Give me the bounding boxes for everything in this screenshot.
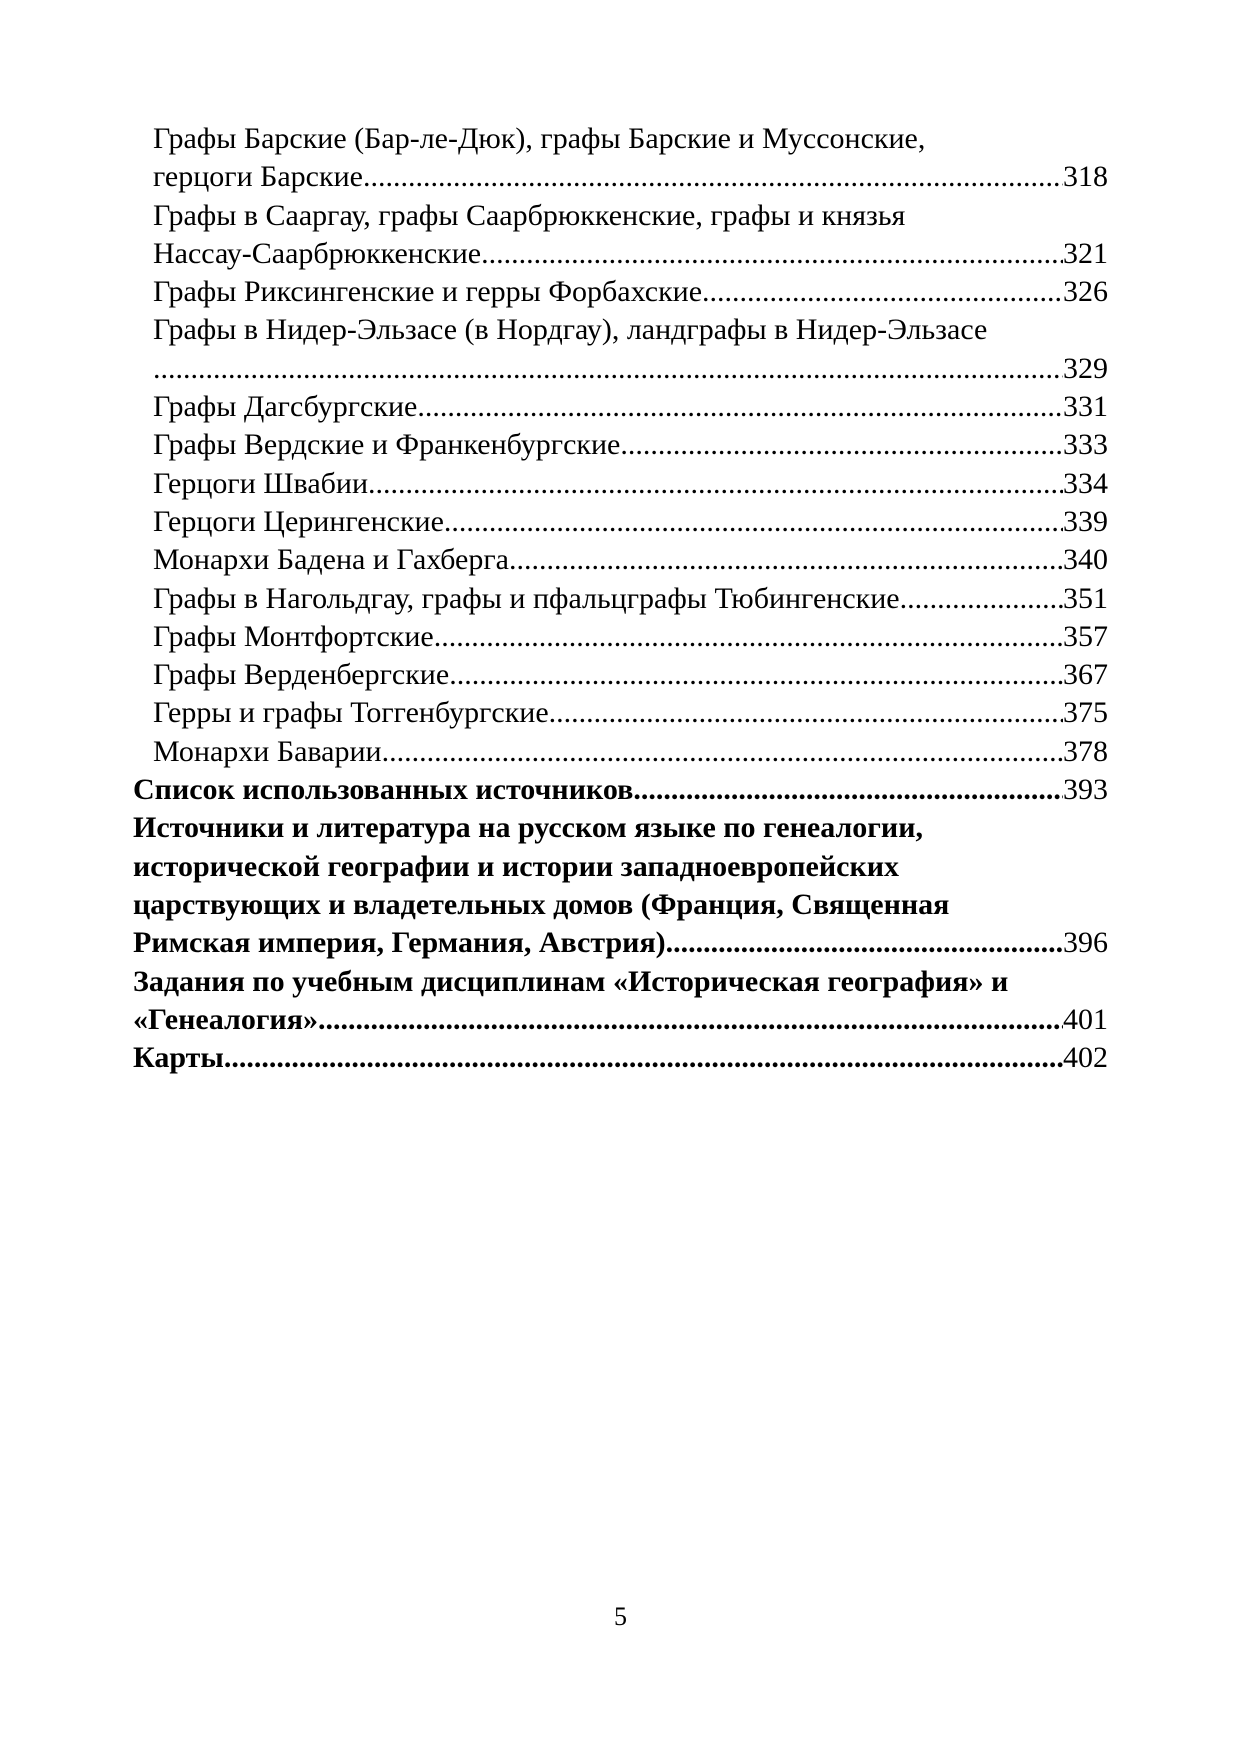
toc-entry-toggenburg-counts[interactable] [133,694,1108,732]
toc-page-number: 326 [1063,275,1108,309]
dot-leader [444,503,1063,541]
dot-leader [434,618,1063,656]
toc-entry-assignments[interactable] [133,963,1108,1040]
toc-entry-text: Графы Риксингенские и герры Форбахские [153,275,703,309]
dot-leader [666,924,1063,962]
dot-leader [702,273,1063,311]
toc-entry-text: Римская империя, Германия, Австрия) [133,926,666,960]
toc-page-number: 340 [1063,543,1108,577]
dot-leader [620,426,1063,464]
toc-page-number: 351 [1063,581,1108,615]
dot-leader [382,733,1063,771]
toc-entry-text: Герры и графы Тоггенбургские [153,696,549,730]
toc-page-number: 333 [1063,428,1108,462]
toc-page-number: 339 [1063,504,1108,538]
toc-entry-sources-list[interactable] [133,771,1108,809]
toc-entry-maps[interactable] [133,1039,1108,1077]
toc-entry-nagoldgau-counts[interactable] [133,580,1108,618]
toc-entry-werd-counts[interactable] [133,426,1108,464]
toc-page-number: 321 [1063,236,1108,270]
toc-entry-zahringen-dukes[interactable] [133,503,1108,541]
dot-leader [417,388,1063,426]
toc-page-number: 331 [1063,390,1108,424]
dot-leader [481,235,1063,273]
toc-entry-text: царствующих и владетельных домов (Франция, Священная [133,887,950,921]
toc-entry-saargau-counts[interactable] [133,197,1108,274]
toc-page-number: 378 [1063,734,1108,768]
toc-entry-text: Герцоги Швабии [153,466,369,500]
toc-page-number: 401 [1063,1002,1108,1036]
dot-leader [509,541,1063,579]
toc-entry-russian-literature[interactable] [133,809,1108,962]
toc-entry-text: Графы в Сааргау, графы Саарбрюккенские, графы и князья [153,198,906,232]
toc-entry-text: «Генеалогия» [133,1002,318,1036]
toc-page-number: 357 [1063,619,1108,653]
toc-entry-dagsburg-counts[interactable] [133,388,1108,426]
toc-page-number: 375 [1063,696,1108,730]
toc-entry-bar-counts[interactable] [133,120,1108,197]
toc-entry-text: Нассау-Саарбрюккенские [153,236,482,270]
toc-page-number: 393 [1063,773,1108,807]
toc-entry-text: Монархи Бадена и Гахберга [153,543,509,577]
toc-entry-nieder-alsace-counts[interactable] [133,311,1108,388]
toc-entry-text: Задания по учебным дисциплинам «Историческая география» и [133,964,1009,998]
dot-leader [318,1001,1063,1039]
toc-entry-rixingen-counts[interactable] [133,273,1108,311]
dot-leader [153,350,1063,388]
toc-entry-text: Графы в Нидер-Эльзасе (в Нордгау), ландграфы в Нидер-Эльзасе [153,313,988,347]
toc-page-number: 396 [1063,926,1108,960]
toc-entry-text: Графы Монтфортские [153,619,434,653]
toc-entry-text: Список использованных источников [133,773,634,807]
toc-entry-text: герцоги Барские [153,160,363,194]
dot-leader [900,580,1063,618]
dot-leader [224,1039,1063,1077]
toc-page-number: 367 [1063,658,1108,692]
dot-leader [633,771,1063,809]
toc-entry-text: Источники и литература на русском языке по генеалогии, [133,811,923,845]
toc-entry-text: исторической географии и истории западноевропейских [133,849,900,883]
toc-entry-text: Графы Дагсбургские [153,390,418,424]
dot-leader [549,694,1063,732]
page-number: 5 [614,1602,627,1631]
toc-entry-bavaria-monarchs[interactable] [133,733,1108,771]
toc-entry-text: Карты [133,1041,224,1075]
toc-entry-baden-monarchs[interactable] [133,541,1108,579]
toc-entry-text: Графы Барские (Бар-ле-Дюк), графы Барские и Муссонские, [153,122,926,155]
toc-page-number: 402 [1063,1041,1108,1075]
toc-page-number: 329 [1063,351,1108,385]
table-of-contents [133,120,1108,1077]
toc-entry-swabia-dukes[interactable] [133,465,1108,503]
dot-leader [449,656,1063,694]
toc-entry-werdenberg-counts[interactable] [133,656,1108,694]
toc-entry-text: Герцоги Церингенские [153,504,444,538]
toc-entry-text: Графы в Нагольдгау, графы и пфальцграфы Тюбингенские [153,581,900,615]
toc-page-number: 334 [1063,466,1108,500]
toc-entry-text: Монархи Баварии [153,734,382,768]
dot-leader [368,465,1063,503]
toc-entry-text: Графы Вердские и Франкенбургские [153,428,621,462]
dot-leader [363,158,1063,196]
toc-page-number: 318 [1063,160,1108,194]
toc-entry-text: Графы Верденбергские [153,658,450,692]
toc-entry-montfort-counts[interactable] [133,618,1108,656]
